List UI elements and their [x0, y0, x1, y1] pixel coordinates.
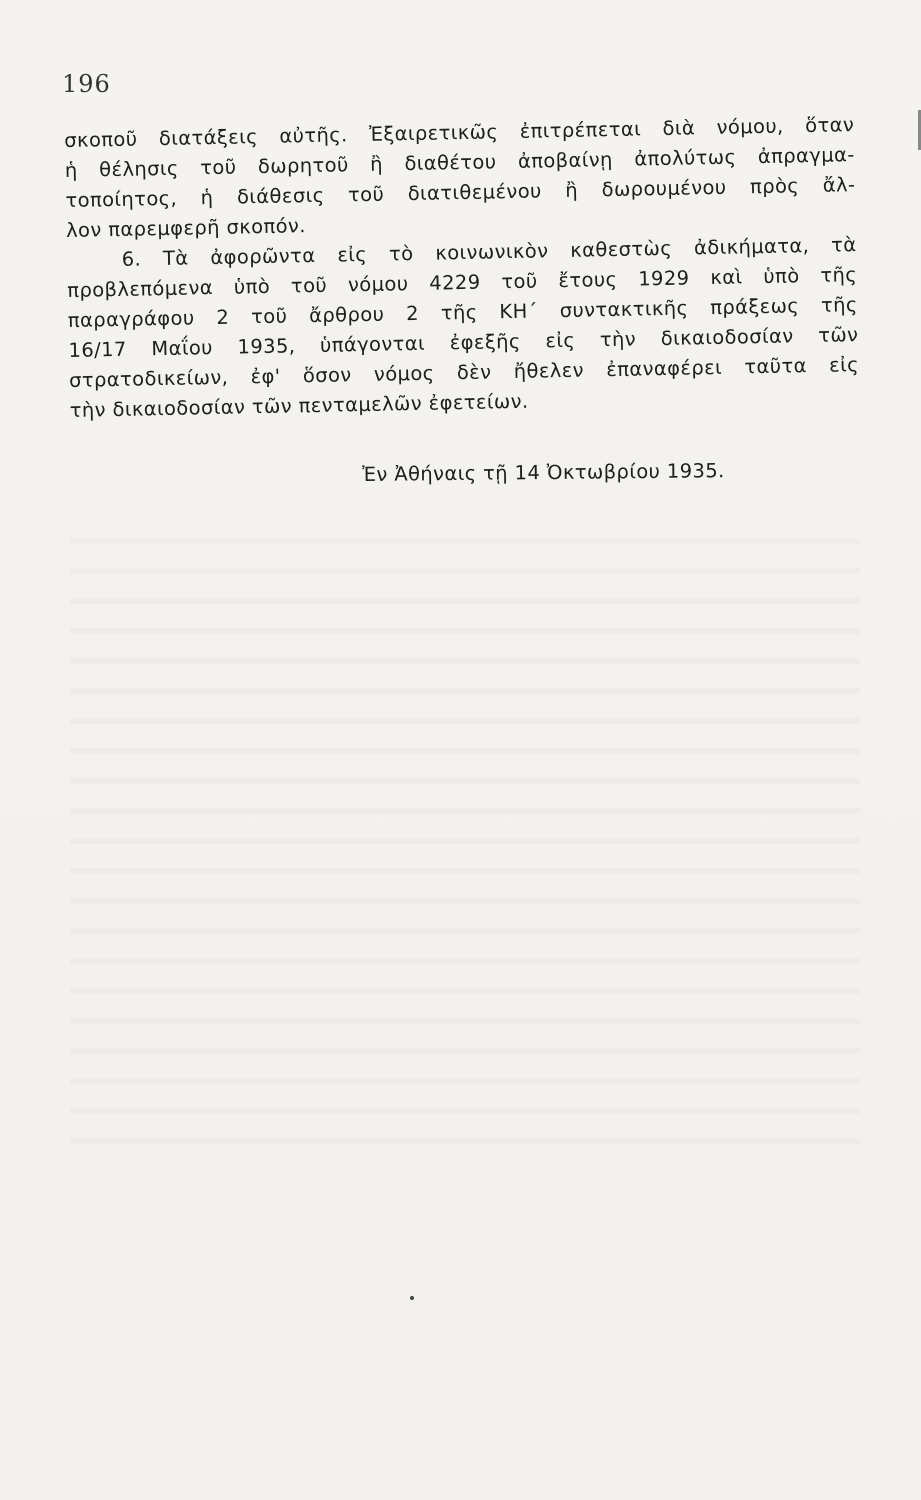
text-line: ἡ θέλησις τοῦ δωρητοῦ ἢ διαθέτου ἀποβαίνῃ ἀπολύτως ἀπραγμα- [64, 143, 855, 182]
page-number: 196 [62, 70, 111, 98]
text-line: τοποίητος, ἡ διάθεσις τοῦ διατιθεμένου ἢ δωρουμένου πρὸς ἄλ- [65, 173, 856, 212]
text-line: τὴν δικαιοδοσίαν τῶν πενταμελῶν ἐφετείων. [69, 389, 529, 422]
text-line: 16/17 Μαΐου 1935, ὑπάγονται ἐφεξῆς εἰς τὴν δικαιοδοσίαν τῶν [68, 323, 859, 362]
dateline: Ἐν Ἀθήναις τῇ 14 Ὀκτωβρίου 1935. [362, 459, 725, 486]
text-line: λον παρεμφερῆ σκοπόν. [65, 214, 307, 242]
text-line: σκοποῦ διατάξεις αὐτῆς. Ἐξαιρετικῶς ἐπιτρέπεται διὰ νόμου, ὅταν [64, 113, 855, 152]
paragraph-6-first-line: 6. Τὰ ἀφορῶντα εἰς τὸ κοινωνικὸν καθεστὼς ἀδικήματα, τὰ [121, 233, 857, 271]
text-line: στρατοδικείων, ἐφ' ὅσον νόμος δὲν ἤθελεν ἐπαναφέρει ταῦτα εἰς [68, 353, 860, 392]
text-line: παραγράφου 2 τοῦ ἄρθρου 2 τῆς ΚΗ΄ συντακτικῆς πράξεως τῆς [67, 293, 858, 332]
ink-speck [410, 1296, 414, 1300]
text-line: προβλεπόμενα ὑπὸ τοῦ νόμου 4229 τοῦ ἔτους 1929 καὶ ὑπὸ τῆς [67, 263, 858, 302]
show-through-texture [70, 520, 860, 1160]
body-text [64, 110, 860, 426]
